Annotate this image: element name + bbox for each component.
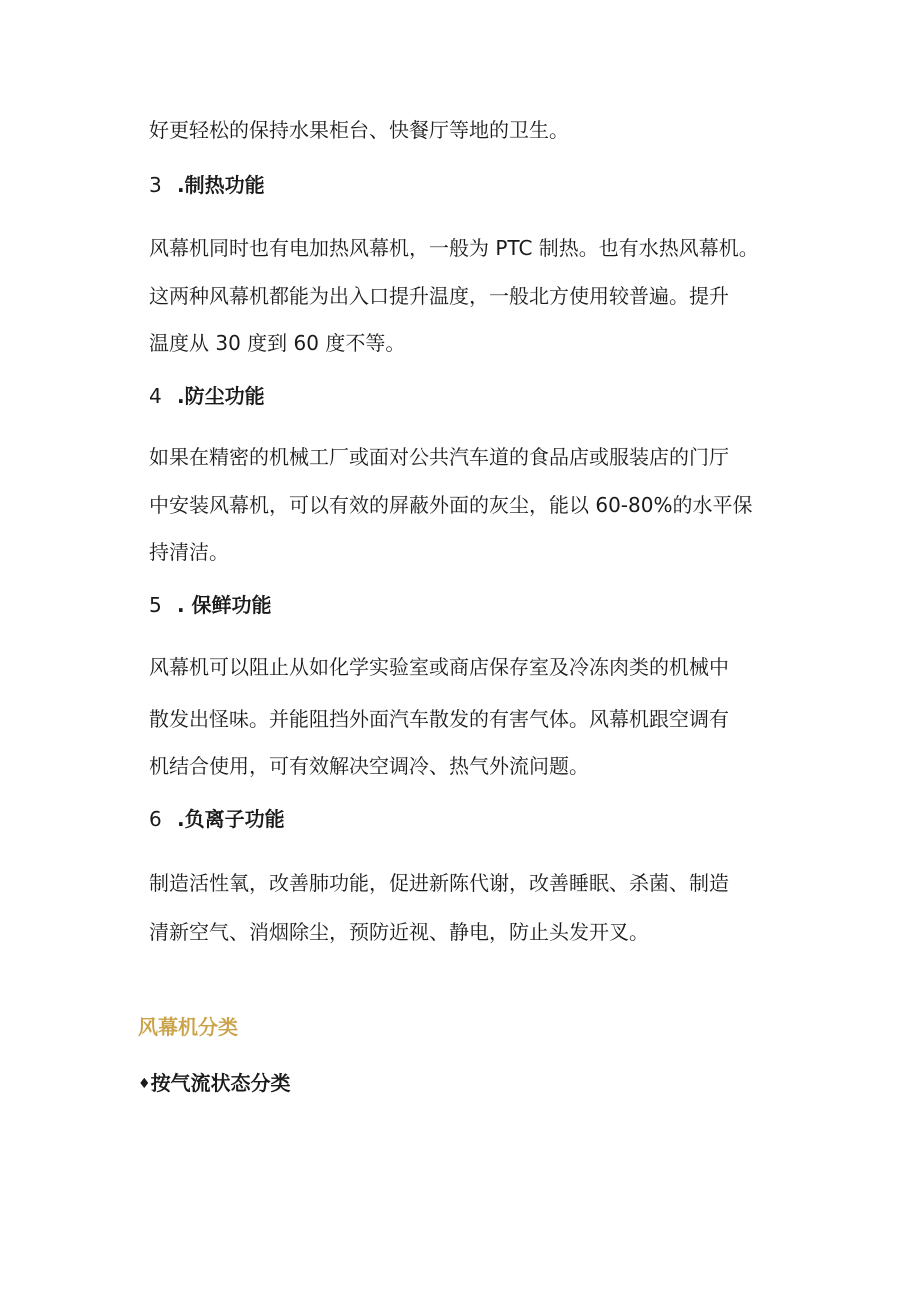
heading-negative-ion-function xyxy=(149,805,285,833)
heading-number: 5 xyxy=(149,593,162,617)
sub-title xyxy=(138,1069,291,1098)
heading-text: .负离子功能 xyxy=(177,807,285,831)
paragraph-line: 温度从 30 度到 60 度不等。 xyxy=(149,331,406,355)
heading-number: 4 xyxy=(149,384,162,408)
paragraph-line: 好更轻松的保持水果柜台、快餐厅等地的卫生。 xyxy=(149,118,569,142)
paragraph-line: 风幕机同时也有电加热风幕机，一般为 PTC 制热。也有水热风幕机。 xyxy=(149,236,759,260)
heading-number: 6 xyxy=(149,807,162,831)
paragraph-line: 散发出怪味。并能阻挡外面汽车散发的有害气体。风幕机跟空调有 xyxy=(149,707,729,731)
paragraph-line: 这两种风幕机都能为出入口提升温度，一般北方使用较普遍。提升 xyxy=(149,284,729,308)
paragraph-line: 风幕机可以阻止从如化学实验室或商店保存室及冷冻肉类的机械中 xyxy=(149,655,729,679)
paragraph-line: 持清洁。 xyxy=(149,540,229,564)
sub-title-text: 按气流状态分类 xyxy=(150,1071,291,1095)
paragraph-line: 机结合使用，可有效解决空调冷、热气外流问题。 xyxy=(149,754,589,778)
paragraph-line: 中安装风幕机，可以有效的屏蔽外面的灰尘，能以 60-80%的水平保 xyxy=(149,493,753,517)
heading-text: .制热功能 xyxy=(177,173,265,197)
heading-text: . 保鲜功能 xyxy=(177,593,272,617)
paragraph-line: 制造活性氧，改善肺功能，促进新陈代谢，改善睡眠、杀菌、制造 xyxy=(149,871,729,895)
diamond-bullet-icon: ♦ xyxy=(138,1076,151,1092)
paragraph-line: 清新空气、消烟除尘，预防近视、静电，防止头发开叉。 xyxy=(149,920,649,944)
heading-text: .防尘功能 xyxy=(177,384,265,408)
heading-freshness-function xyxy=(149,591,272,619)
heading-dustproof-function xyxy=(149,382,265,410)
paragraph-line: 如果在精密的机械工厂或面对公共汽车道的食品店或服装店的门厅 xyxy=(149,445,729,469)
heading-number: 3 xyxy=(149,173,162,197)
section-title: 风幕机分类 xyxy=(138,1015,238,1039)
heading-heating-function xyxy=(149,171,265,199)
